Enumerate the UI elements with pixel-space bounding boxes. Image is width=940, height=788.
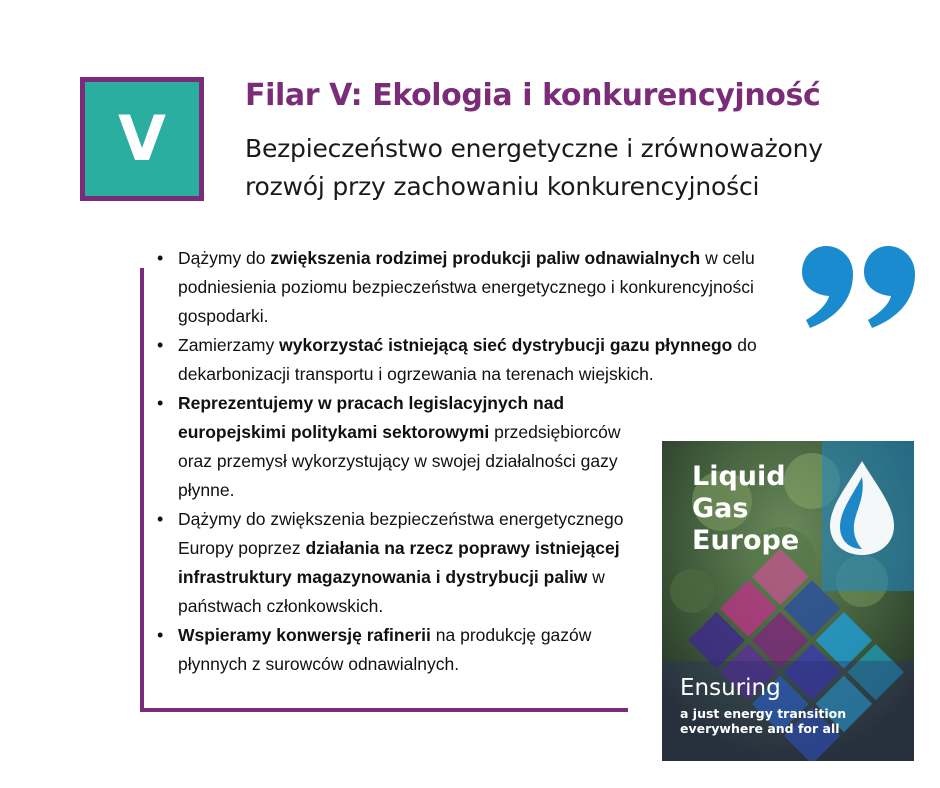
closing-quote-icon (800, 232, 920, 342)
report-cover-image (662, 441, 914, 761)
list-item: • Wspieramy konwersję rafinerii na produkcję gazów płynnych z surowców odnawialnych. (155, 621, 648, 679)
frame-bottom-line (140, 708, 628, 712)
page-title: Filar V: Ekologia i konkurencyjność (245, 78, 821, 113)
page-subtitle: Bezpieczeństwo energetyczne i zrównoważony rozwój przy zachowaniu konkurencyjności (245, 134, 823, 201)
pillar-badge-letter: V (118, 102, 166, 175)
cover-brand: Liquid Gas Europe (692, 461, 800, 556)
list-item: • Reprezentujemy w pracach legislacyjnych nad europejskimi politykami sektorowymi przedsiębiorców oraz przemysł wykorzystujący w swojej działalności gazy płynne. (155, 389, 648, 505)
cover-tagline: a just energy transition everywhere and for all (680, 706, 847, 736)
list-item: • Dążymy do zwiększenia bezpieczeństwa energetycznego Europy poprzez działania na rzecz poprawy istniejącej infrastruktury magazynowania i dystrybucji paliw w państwach członkowskich. (155, 505, 648, 621)
pillar-badge (80, 77, 204, 201)
list-item: • Dążymy do zwiększenia rodzimej produkcji paliw odnawialnych w celu podniesienia poziomu bezpieczeństwa energetycznego i konkurencyjności gospodarki. (155, 244, 795, 331)
frame-left-line (140, 268, 144, 712)
list-item: • Zamierzamy wykorzystać istniejącą sieć dystrybucji gazu płynnego do dekarbonizacji transportu i ogrzewania na terenach wiejskich. (155, 331, 795, 389)
cover-heading: Ensuring (680, 675, 781, 701)
